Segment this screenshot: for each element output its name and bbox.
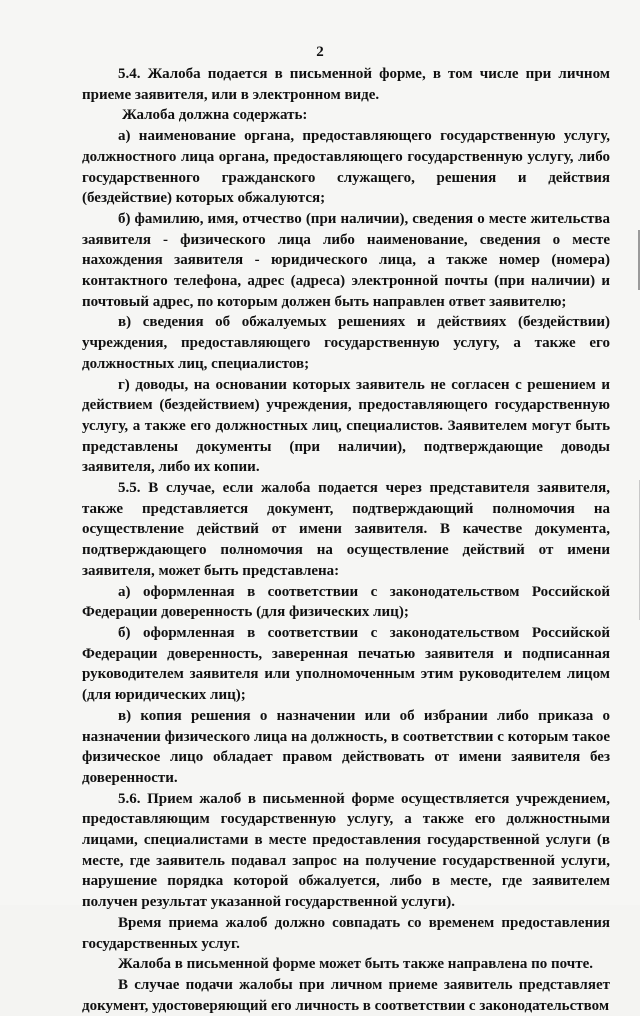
paragraph-5-5: 5.5. В случае, если жалоба подается через представителя заявителя, также представляется документ, подтверждающий полномочия на осуществление действий от имени заявителя. В качестве документа, подтверждающего полномочия на осуществление действий от имени заявителя, может быть представлена: — [82, 480, 610, 579]
paragraph-item-a: а) наименование органа, предоставляющего государственную услугу, должностного лица органа, предоставляющего государственную услугу, либо государственного гражданского служащего, решения и действия (бездействие) которых обжалуются; — [82, 128, 610, 207]
paragraph-complaint-contents: Жалоба должна содержать: — [122, 107, 308, 124]
page-number: 2 — [316, 44, 324, 60]
paragraph-by-mail: Жалоба в письменной форме может быть также направлена по почте. — [118, 956, 593, 973]
paragraph-personal-reception: В случае подачи жалобы при личном приеме заявитель представляет документ, удостоверяющий его личность в соответствии с законодательством — [82, 976, 610, 1014]
paragraph-item-b: б) фамилию, имя, отчество (при наличии), сведения о месте жительства заявителя - физического лица либо наименование, сведения о месте нахождения заявителя - юридического лица, а также номер (номера) контактного телефона, адрес (адреса) электронной почты (при наличии) и почтовый адрес, по которым должен быть направлен ответ заявителю; — [82, 210, 610, 310]
paragraph-5-6: 5.6. Прием жалоб в письменной форме осуществляется учреждением, предоставляющим государственную услугу, а также его должностными лицами, специалистами в месте предоставления государственной услуги (в месте, где заявитель подавал запрос на получение государственной услуги, нарушение порядка которой обжалуется, либо в месте, где заявителем получен результат указанной государственной услуги). — [82, 790, 610, 911]
paragraph-item-v: в) сведения об обжалуемых решениях и действиях (бездействии) учреждения, предоставляющего государственную услугу, а также его должностных лиц, специалистов; — [82, 314, 610, 372]
paragraph-reception-time: Время приема жалоб должно совпадать со временем предоставления государственных услуг. — [82, 914, 610, 952]
paragraph-5-5-b: б) оформленная в соответствии с законодательством Российской Федерации доверенность, заверенная печатью заявителя и подписанная руководителем заявителя или уполномоченным этим руководителем лицом (для юридических лиц); — [82, 624, 610, 704]
paragraph-5-4: 5.4. Жалоба подается в письменной форме, в том числе при личном приеме заявителя, или в электронном виде. — [82, 66, 610, 103]
paragraph-item-g: г) доводы, на основании которых заявитель не согласен с решением и действием (бездействием) учреждения, предоставляющего государственную услугу, а также его должностных лиц, специалистов. Заявителем могут быть представлены документы (при наличии), подтверждающие доводы заявителя, либо их копии. — [82, 376, 610, 476]
paragraph-5-5-a: а) оформленная в соответствии с законодательством Российской Федерации доверенность (для физических лиц); — [82, 583, 610, 621]
document-body — [82, 64, 610, 1016]
paragraph-5-5-v: в) копия решения о назначении или об избрании либо приказа о назначении физического лица на должность, в соответствии с которым такое физическое лицо обладает правом действовать от имени заявителя без доверенности. — [82, 707, 610, 786]
